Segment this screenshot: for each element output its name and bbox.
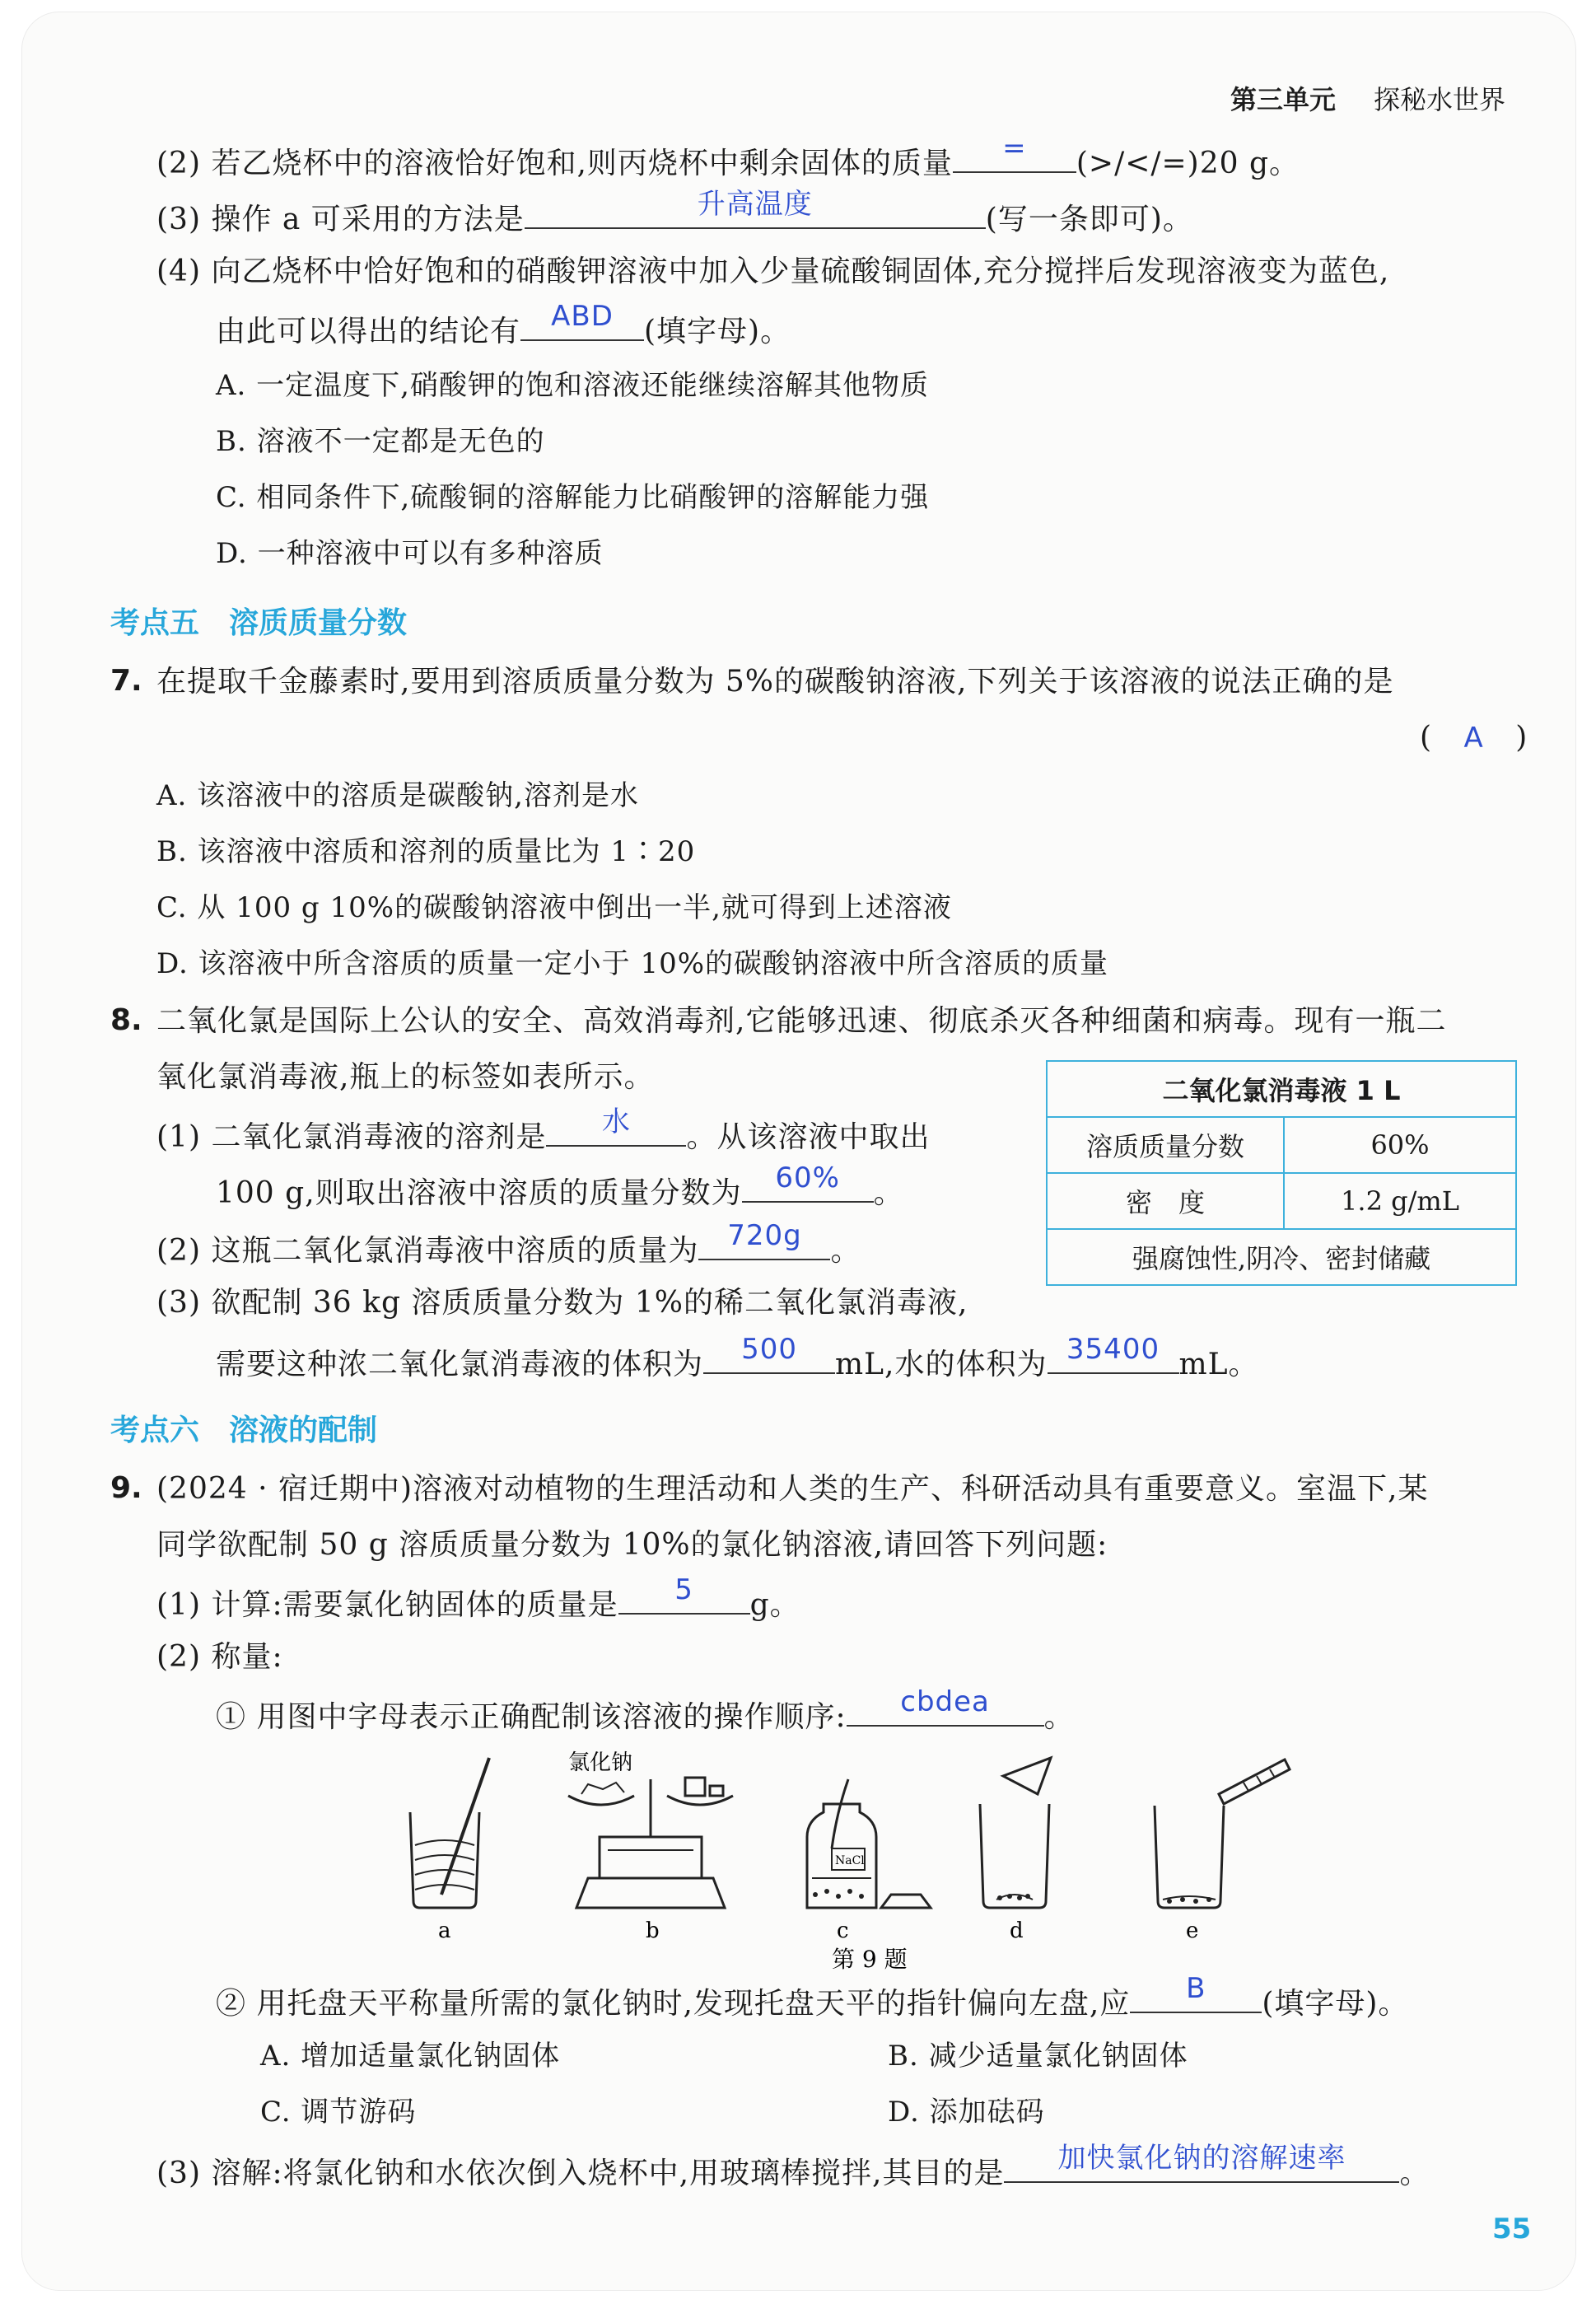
label-row2-key: 密 度	[1047, 1173, 1284, 1229]
unit-title: 探秘水世界	[1374, 84, 1506, 115]
q9-part1-blank	[618, 1573, 750, 1615]
q9-part2-2-suffix: (填字母)。	[1262, 1987, 1409, 2021]
label-row1-value: 60%	[1284, 1117, 1516, 1173]
q9-number: 9.	[110, 1471, 142, 1505]
q8-part3-text: 需要这种浓二氧化氯消毒液的体积为	[216, 1348, 704, 1381]
q9-stem-line2: 同学欲配制 50 g 溶质质量分数为 10%的氯化钠溶液,请回答下列问题:	[156, 1528, 1108, 1562]
q6-option-a: A. 一定温度下,硝酸钾的饱和溶液还能继续溶解其他物质	[216, 369, 929, 402]
q6-part4-text: 由此可以得出的结论有	[216, 315, 521, 348]
q6-option-d: D. 一种溶液中可以有多种溶质	[216, 537, 604, 570]
q8-part2-suffix: 。	[830, 1234, 861, 1268]
q9-part3-blank	[1004, 2142, 1399, 2183]
figure-label-a: a	[438, 1918, 451, 1943]
q8-part3-suffix: mL。	[1178, 1348, 1259, 1381]
q6-part3-blank	[525, 188, 986, 229]
q8-part3-blank2	[1048, 1333, 1179, 1374]
q7-paren-close: )	[1515, 721, 1528, 755]
q6-part4-line2	[216, 300, 791, 353]
q9-part3	[156, 2142, 1430, 2195]
q8-part1-line2-suffix: 。	[873, 1176, 904, 1210]
q7-option-b: B. 该溶液中溶质和溶剂的质量比为 1∶20	[156, 835, 696, 868]
q9-part1-answer: 5	[674, 1573, 693, 1606]
q9-part2-2-blank	[1130, 1972, 1262, 2013]
q6-option-c: C. 相同条件下,硫酸铜的溶解能力比硝酸钾的溶解能力强	[216, 481, 930, 514]
q9-figure	[387, 1746, 1293, 1977]
label-title: 二氧化氯消毒液 1 L	[1047, 1061, 1516, 1117]
q7-stem: 在提取千金藤素时,要用到溶质质量分数为 5%的碳酸钠溶液,下列关于该溶液的说法正确的是	[156, 665, 1394, 699]
q8-part3-mid: mL,水的体积为	[835, 1348, 1048, 1381]
figure-label-b: b	[646, 1918, 660, 1943]
q9-part2-1	[216, 1685, 1075, 1739]
section-5-heading: 考点五 溶质质量分数	[110, 606, 408, 640]
q9-option-b: B. 减少适量氯化钠固体	[888, 2040, 1188, 2073]
figure-nacl-label: 氯化钠	[568, 1750, 633, 1775]
beaker-with-rod-icon	[410, 1758, 489, 1908]
figure-label-c: c	[837, 1918, 849, 1943]
q6-part2-blank	[953, 132, 1076, 173]
q6-part4-suffix: (填字母)。	[644, 315, 791, 348]
q9-part2-1-answer: cbdea	[900, 1685, 990, 1718]
q9-part2-1-suffix: 。	[1043, 1700, 1075, 1734]
q7-option-c: C. 从 100 g 10%的碳酸钠溶液中倒出一半,就可得到上述溶液	[156, 891, 952, 924]
q8-part2	[156, 1219, 861, 1273]
q8-part1-text: (1) 二氧化氯消毒液的溶剂是	[156, 1120, 547, 1154]
q6-part3	[156, 188, 1193, 241]
q8-part1-answer2: 60%	[775, 1161, 840, 1194]
q9-part2-1-text: ① 用图中字母表示正确配制该溶液的操作顺序:	[216, 1700, 847, 1734]
label-note: 强腐蚀性,阴冷、密封储藏	[1047, 1229, 1516, 1285]
q9-option-d: D. 添加砝码	[888, 2096, 1045, 2129]
figure-caption: 第 9 题	[832, 1946, 908, 1973]
q7-paren-open: (	[1420, 721, 1433, 755]
q8-part1-line2	[216, 1161, 904, 1215]
figure-bottle-label: NaCl	[835, 1854, 865, 1867]
q9-part2-1-blank	[847, 1685, 1044, 1727]
q9-part2-2-answer: B	[1186, 1972, 1206, 2005]
q8-part1-blank2	[742, 1161, 874, 1203]
q6-part3-answer: 升高温度	[697, 188, 813, 221]
q6-part2	[156, 132, 1300, 185]
section-6-heading: 考点六 溶液的配制	[110, 1414, 378, 1447]
q8-part1-line2-text: 100 g,则取出溶液中溶质的质量分数为	[216, 1176, 742, 1210]
beaker-with-cylinder-icon	[1155, 1760, 1290, 1908]
balance-icon	[568, 1778, 733, 1908]
q7-option-d: D. 该溶液中所含溶质的质量一定小于 10%的碳酸钠溶液中所含溶质的质量	[156, 947, 1109, 980]
q9-part3-text: (3) 溶解:将氯化钠和水依次倒入烧杯中,用玻璃棒搅拌,其目的是	[156, 2157, 1005, 2190]
q8-stem-line1: 二氧化氯是国际上公认的安全、高效消毒剂,它能够迅速、彻底杀灭各种细菌和病毒。现有一瓶二	[156, 1004, 1447, 1038]
q9-part3-suffix: 。	[1399, 2157, 1430, 2190]
q6-part2-text: (2) 若乙烧杯中的溶液恰好饱和,则丙烧杯中剩余固体的质量	[156, 147, 953, 180]
q9-stem-line1: (2024 · 宿迁期中)溶液对动植物的生理活动和人类的生产、科研活动具有重要意义。室温下,某	[156, 1472, 1429, 1506]
q8-stem-line2: 氧化氯消毒液,瓶上的标签如表所示。	[156, 1060, 655, 1094]
reagent-bottle-icon	[807, 1779, 931, 1908]
q6-part4-answer: ABD	[551, 300, 614, 333]
q8-part3-line1: (3) 欲配制 36 kg 溶质质量分数为 1%的稀二氧化氯消毒液,	[156, 1286, 968, 1320]
q8-part1-suffix: 。从该溶液中取出	[686, 1120, 931, 1154]
q6-part3-text: (3) 操作 a 可采用的方法是	[156, 203, 525, 236]
q7-answer-paren	[1420, 717, 1528, 759]
q6-part2-suffix: (>/</=)20 g。	[1076, 147, 1300, 180]
q8-part1	[156, 1105, 931, 1159]
label-row2-value: 1.2 g/mL	[1284, 1173, 1516, 1229]
q9-option-c: C. 调节游码	[260, 2096, 417, 2129]
q8-part3-answer2: 35400	[1066, 1333, 1160, 1366]
q7-number: 7.	[110, 664, 142, 698]
label-row1-key: 溶质质量分数	[1047, 1117, 1284, 1173]
q6-part4-line1: (4) 向乙烧杯中恰好饱和的硝酸钾溶液中加入少量硫酸铜固体,充分搅拌后发现溶液变为蓝色,	[156, 255, 1390, 288]
unit-label: 第三单元	[1230, 84, 1337, 115]
q9-part2-2-text: ② 用托盘天平称量所需的氯化钠时,发现托盘天平的指针偏向左盘,应	[216, 1987, 1131, 2021]
q9-part3-answer: 加快氯化钠的溶解速率	[1057, 2142, 1346, 2175]
beaker-with-funnel-icon	[980, 1758, 1051, 1908]
q9-part1-text: (1) 计算:需要氯化钠固体的质量是	[156, 1588, 618, 1622]
q7-answer: A	[1463, 722, 1484, 755]
q8-part1-blank	[546, 1105, 686, 1147]
q8-part1-answer: 水	[601, 1105, 631, 1138]
q8-part3-blank1	[703, 1333, 835, 1374]
q8-part3-answer1: 500	[741, 1333, 797, 1366]
q6-part3-suffix: (写一条即可)。	[985, 203, 1193, 236]
page-number: 55	[1492, 2213, 1532, 2246]
disinfectant-label-table	[1046, 1060, 1517, 1286]
q7-option-a: A. 该溶液中的溶质是碳酸钠,溶剂是水	[156, 779, 639, 812]
q8-number: 8.	[110, 1003, 142, 1037]
q9-part2: (2) 称量:	[156, 1640, 283, 1674]
q8-part3-line2	[216, 1333, 1259, 1386]
q6-part2-answer: =	[1002, 132, 1027, 165]
q9-part1-suffix: g。	[749, 1588, 800, 1622]
q6-option-b: B. 溶液不一定都是无色的	[216, 425, 545, 458]
q9-part1	[156, 1573, 800, 1627]
figure-label-d: d	[1010, 1918, 1024, 1943]
q6-part4-blank	[520, 300, 644, 341]
q8-part2-text: (2) 这瓶二氧化氯消毒液中溶质的质量为	[156, 1234, 699, 1268]
q9-option-a: A. 增加适量氯化钠固体	[260, 2040, 561, 2073]
q9-part2-2	[216, 1972, 1409, 2026]
q8-part2-blank	[698, 1219, 830, 1260]
figure-label-e: e	[1186, 1918, 1199, 1943]
q8-part2-answer: 720g	[727, 1219, 802, 1252]
